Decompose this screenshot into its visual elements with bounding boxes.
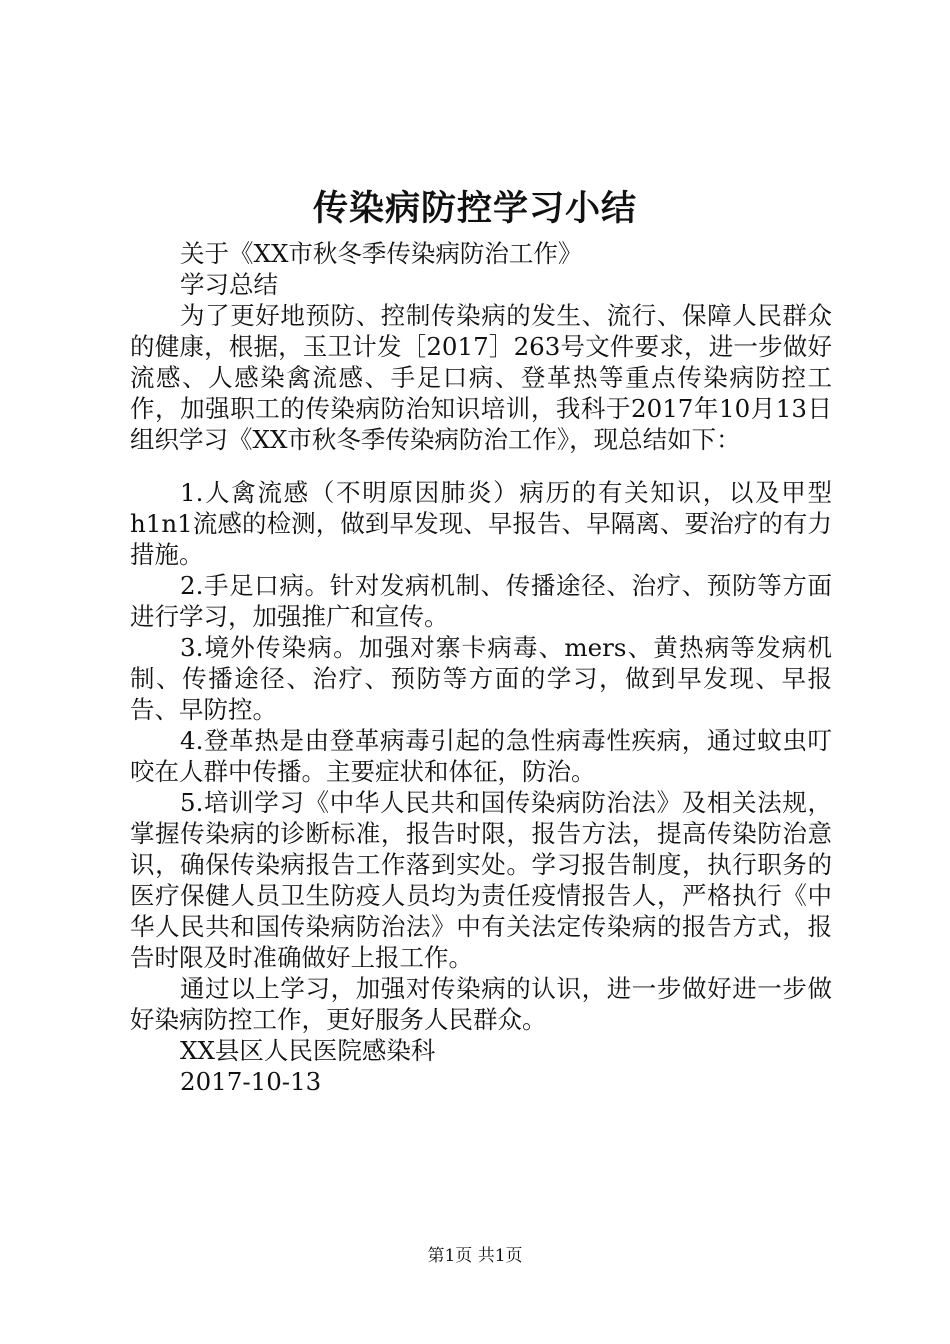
- item-3-paragraph: 3.境外传染病。加强对寨卡病毒、mers、黄热病等发病机制、传播途径、治疗、预防等方面的学习，做到早发现、早报告、早防控。: [130, 633, 832, 724]
- document-body: [130, 238, 832, 1097]
- conclusion-paragraph: 通过以上学习，加强对传染病的认识，进一步做好进一步做好染病防控工作，更好服务人民群众。: [130, 974, 832, 1034]
- signature-date: 2017-10-13: [180, 1067, 322, 1096]
- intro-paragraph: 为了更好地预防、控制传染病的发生、流行、保障人民群众的健康，根据，玉卫计发［2017］263号文件要求，进一步做好流感、人感染禽流感、手足口病、登革热等重点传染病防控工作，加强职工的传染病防治知识培训，我科于2017年10月13日组织学习《XX市秋冬季传染病防治工作》，现总结如下：: [130, 301, 832, 454]
- subtitle-line-1: 关于《XX市秋冬季传染病防治工作》: [180, 239, 583, 268]
- subtitle-line-2: 学习总结: [180, 270, 278, 299]
- item-2-paragraph: 2.手足口病。针对发病机制、传播途径、治疗、预防等方面进行学习，加强推广和宣传。: [130, 571, 832, 631]
- paragraph-gap: [130, 455, 832, 477]
- document-title: 传染病防控学习小结: [312, 188, 637, 229]
- item-1-paragraph: 1.人禽流感（不明原因肺炎）病历的有关知识，以及甲型h1n1流感的检测，做到早发现、早报告、早隔离、要治疗的有力措施。: [130, 478, 832, 569]
- page-number-footer: 第1页 共1页: [427, 1246, 523, 1266]
- item-5-paragraph: 5.培训学习《中华人民共和国传染病防治法》及相关法规，掌握传染病的诊断标准，报告时限，报告方法，提高传染防治意识，确保传染病报告工作落到实处。学习报告制度，执行职务的医疗保健人员卫生防疫人员均为责任疫情报告人，严格执行《中华人民共和国传染病防治法》中有关法定传染病的报告方式，报告时限及时准确做好上报工作。: [130, 788, 832, 972]
- item-4-paragraph: 4.登革热是由登革病毒引起的急性病毒性疾病，通过蚊虫叮咬在人群中传播。主要症状和体征，防治。: [130, 726, 832, 786]
- signature-department: XX县区人民医院感染科: [180, 1036, 436, 1065]
